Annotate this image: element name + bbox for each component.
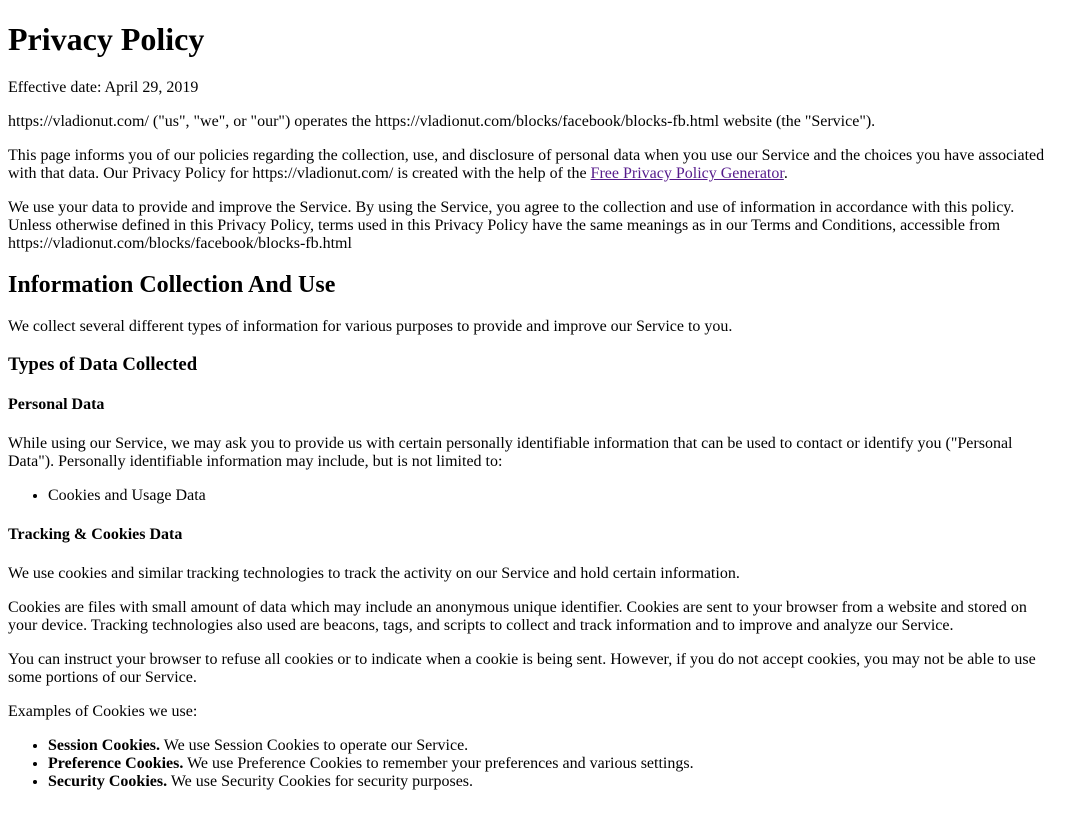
cookie-term: Preference Cookies. [48,755,184,772]
tracking-paragraph-1: We use cookies and similar tracking technologies to track the activity on our Service and hold certain information. [8,565,740,582]
cookie-examples-list [8,737,1060,791]
section-heading-types-of-data: Types of Data Collected [8,354,198,375]
tracking-paragraph-3: You can instruct your browser to refuse all cookies or to indicate when a cookie is being sent. However, if you do not accept cookies, you may not be able to use some portions of our Service. [8,651,1036,686]
cookie-term: Session Cookies. [48,737,161,754]
personal-data-list [8,487,1060,505]
section-heading-information-collection: Information Collection And Use [8,272,336,298]
personal-data-text: While using our Service, we may ask you to provide us with certain personally identifiable information that can be used to contact or identify you ("Personal Data"). Personally identifiable information may include, but is not limited to: [8,435,1013,470]
subheading-tracking-cookies: Tracking & Cookies Data [8,526,183,543]
policy-paragraph [8,147,1060,183]
information-collection-text: We collect several different types of information for various purposes to provide and improve our Service to you. [8,318,733,335]
policy-text-after-link: . [783,165,788,182]
page-title: Privacy Policy [8,21,205,57]
cookie-examples-label: Examples of Cookies we use: [8,703,198,720]
tracking-paragraph-2: Cookies are files with small amount of data which may include an anonymous unique identifier. Cookies are sent to your browser from a website and stored on your device. Tracking technologies also used are beacons, tags, and scripts to collect and track information and to improve and analyze our Service. [8,599,1027,634]
list-item [48,773,1060,791]
cookie-desc: We use Security Cookies for security purposes. [167,773,474,790]
privacy-policy-generator-link[interactable]: Free Privacy Policy Generator [590,165,784,182]
list-item [48,755,1060,773]
cookie-desc: We use Preference Cookies to remember your preferences and various settings. [183,755,694,772]
intro-paragraph: https://vladionut.com/ ("us", "we", or "our") operates the https://vladionut.com/blocks/facebook/blocks-fb.html website (the "Service"). [8,113,876,130]
cookie-desc: We use Session Cookies to operate our Service. [160,737,469,754]
policy-text-before-link: This page informs you of our policies regarding the collection, use, and disclosure of personal data when you use our Service and the choices you have associated with that data. Our Privacy Policy for https://vladionut.com/ is created with the help of the [8,147,1045,182]
subheading-personal-data: Personal Data [8,396,105,413]
effective-date: Effective date: April 29, 2019 [8,79,199,96]
privacy-policy-page [0,21,1068,791]
cookie-term: Security Cookies. [48,773,168,790]
list-item: • Cookies and Usage Data [48,487,1060,505]
list-item [48,737,1060,755]
usage-paragraph: We use your data to provide and improve the Service. By using the Service, you agree to the collection and use of information in accordance with this policy. Unless otherwise defined in this Privacy Policy, terms used in this Privacy Policy have the same meanings as in our Terms and Conditions, accessible from https://vladionut.com/blocks/facebook/blocks-fb.html [8,199,1015,252]
